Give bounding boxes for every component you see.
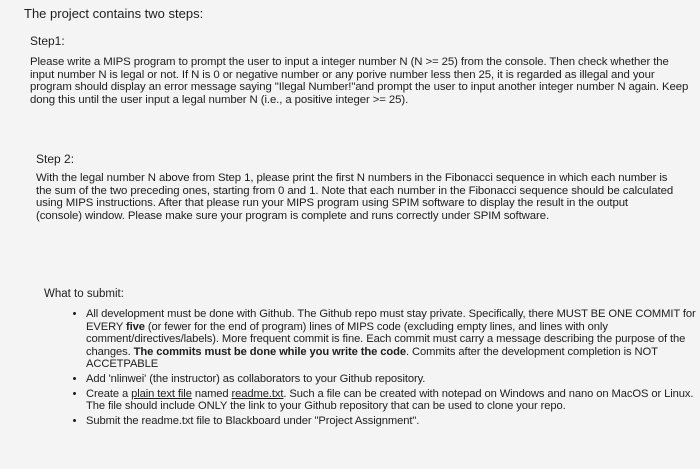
- bullet3-text-part3: . Such a file can be created with notepad on Windows and nano on MacOS or Linux. The file should include ONLY the link to your Github repository that can be used to clone your repo.: [86, 387, 694, 413]
- list-item: [86, 388, 698, 413]
- intro-text: The project contains two steps:: [24, 6, 204, 21]
- list-item: [86, 373, 698, 386]
- bullet1-bold-five: five: [126, 320, 145, 333]
- step2-paragraph: With the legal number N above from Step 1, please print the first N numbers in the Fibonacci sequence in which each number is the sum of the two preceding ones, starting from 0 and 1. Note that each number in the Fibonacci sequence should be calculated using MIPS instructions. After that please run your MIPS program using SPIM software to display the result in the output (console) window. Please make sure your program is complete and runs correctly under SPIM software.: [36, 172, 674, 222]
- submission-list: [66, 308, 698, 429]
- bullet3-text-part2: named: [191, 387, 232, 400]
- bullet1-text-part1: All development must be done with Github. The Github repo must stay private. Specifically, there MUST BE ONE COMMIT for EVERY: [86, 308, 696, 333]
- list-item: [86, 415, 698, 428]
- plain-text-file-link[interactable]: plain text file: [131, 387, 192, 400]
- step1-paragraph: Please write a MIPS program to prompt the user to input a integer number N (N >= 25) from the console. Then check whether the input number N is legal or not. If N is 0 or negative number or any porive number less then 25, it is regarded as illegal and your program should display an error message saying "Ilegal Number!"and prompt the user to input another integer number N again. Keep dong this until the user input a legal number N (i.e., a positive integer >= 25).: [30, 56, 689, 106]
- step2-heading: Step 2:: [36, 152, 75, 166]
- bullet1-bold-commits: The commits must be done while you write the code: [133, 345, 406, 358]
- bullet1-text-part3: . Commits after the development completion is NOT ACCETPABLE: [86, 345, 658, 371]
- list-item: [86, 308, 698, 371]
- submission-heading: What to submit:: [44, 288, 124, 300]
- bullet2-text: Add 'nlinwei' (the instructor) as collaborators to your Github repository.: [86, 372, 426, 385]
- bullet1-text-part2: (or fewer for the end of program) lines of MIPS code (excluding empty lines, and lines with only comment/directives/labels). More frequent commit is fine. Each commit must carry a message describing the purpose of the changes.: [86, 320, 686, 358]
- bullet4-text: Submit the readme.txt file to Blackboard under "Project Assignment".: [86, 414, 420, 427]
- readme-link[interactable]: readme.txt: [231, 387, 284, 400]
- step1-heading: Step1:: [30, 34, 65, 48]
- bullet3-text-part1: Create a: [86, 387, 132, 400]
